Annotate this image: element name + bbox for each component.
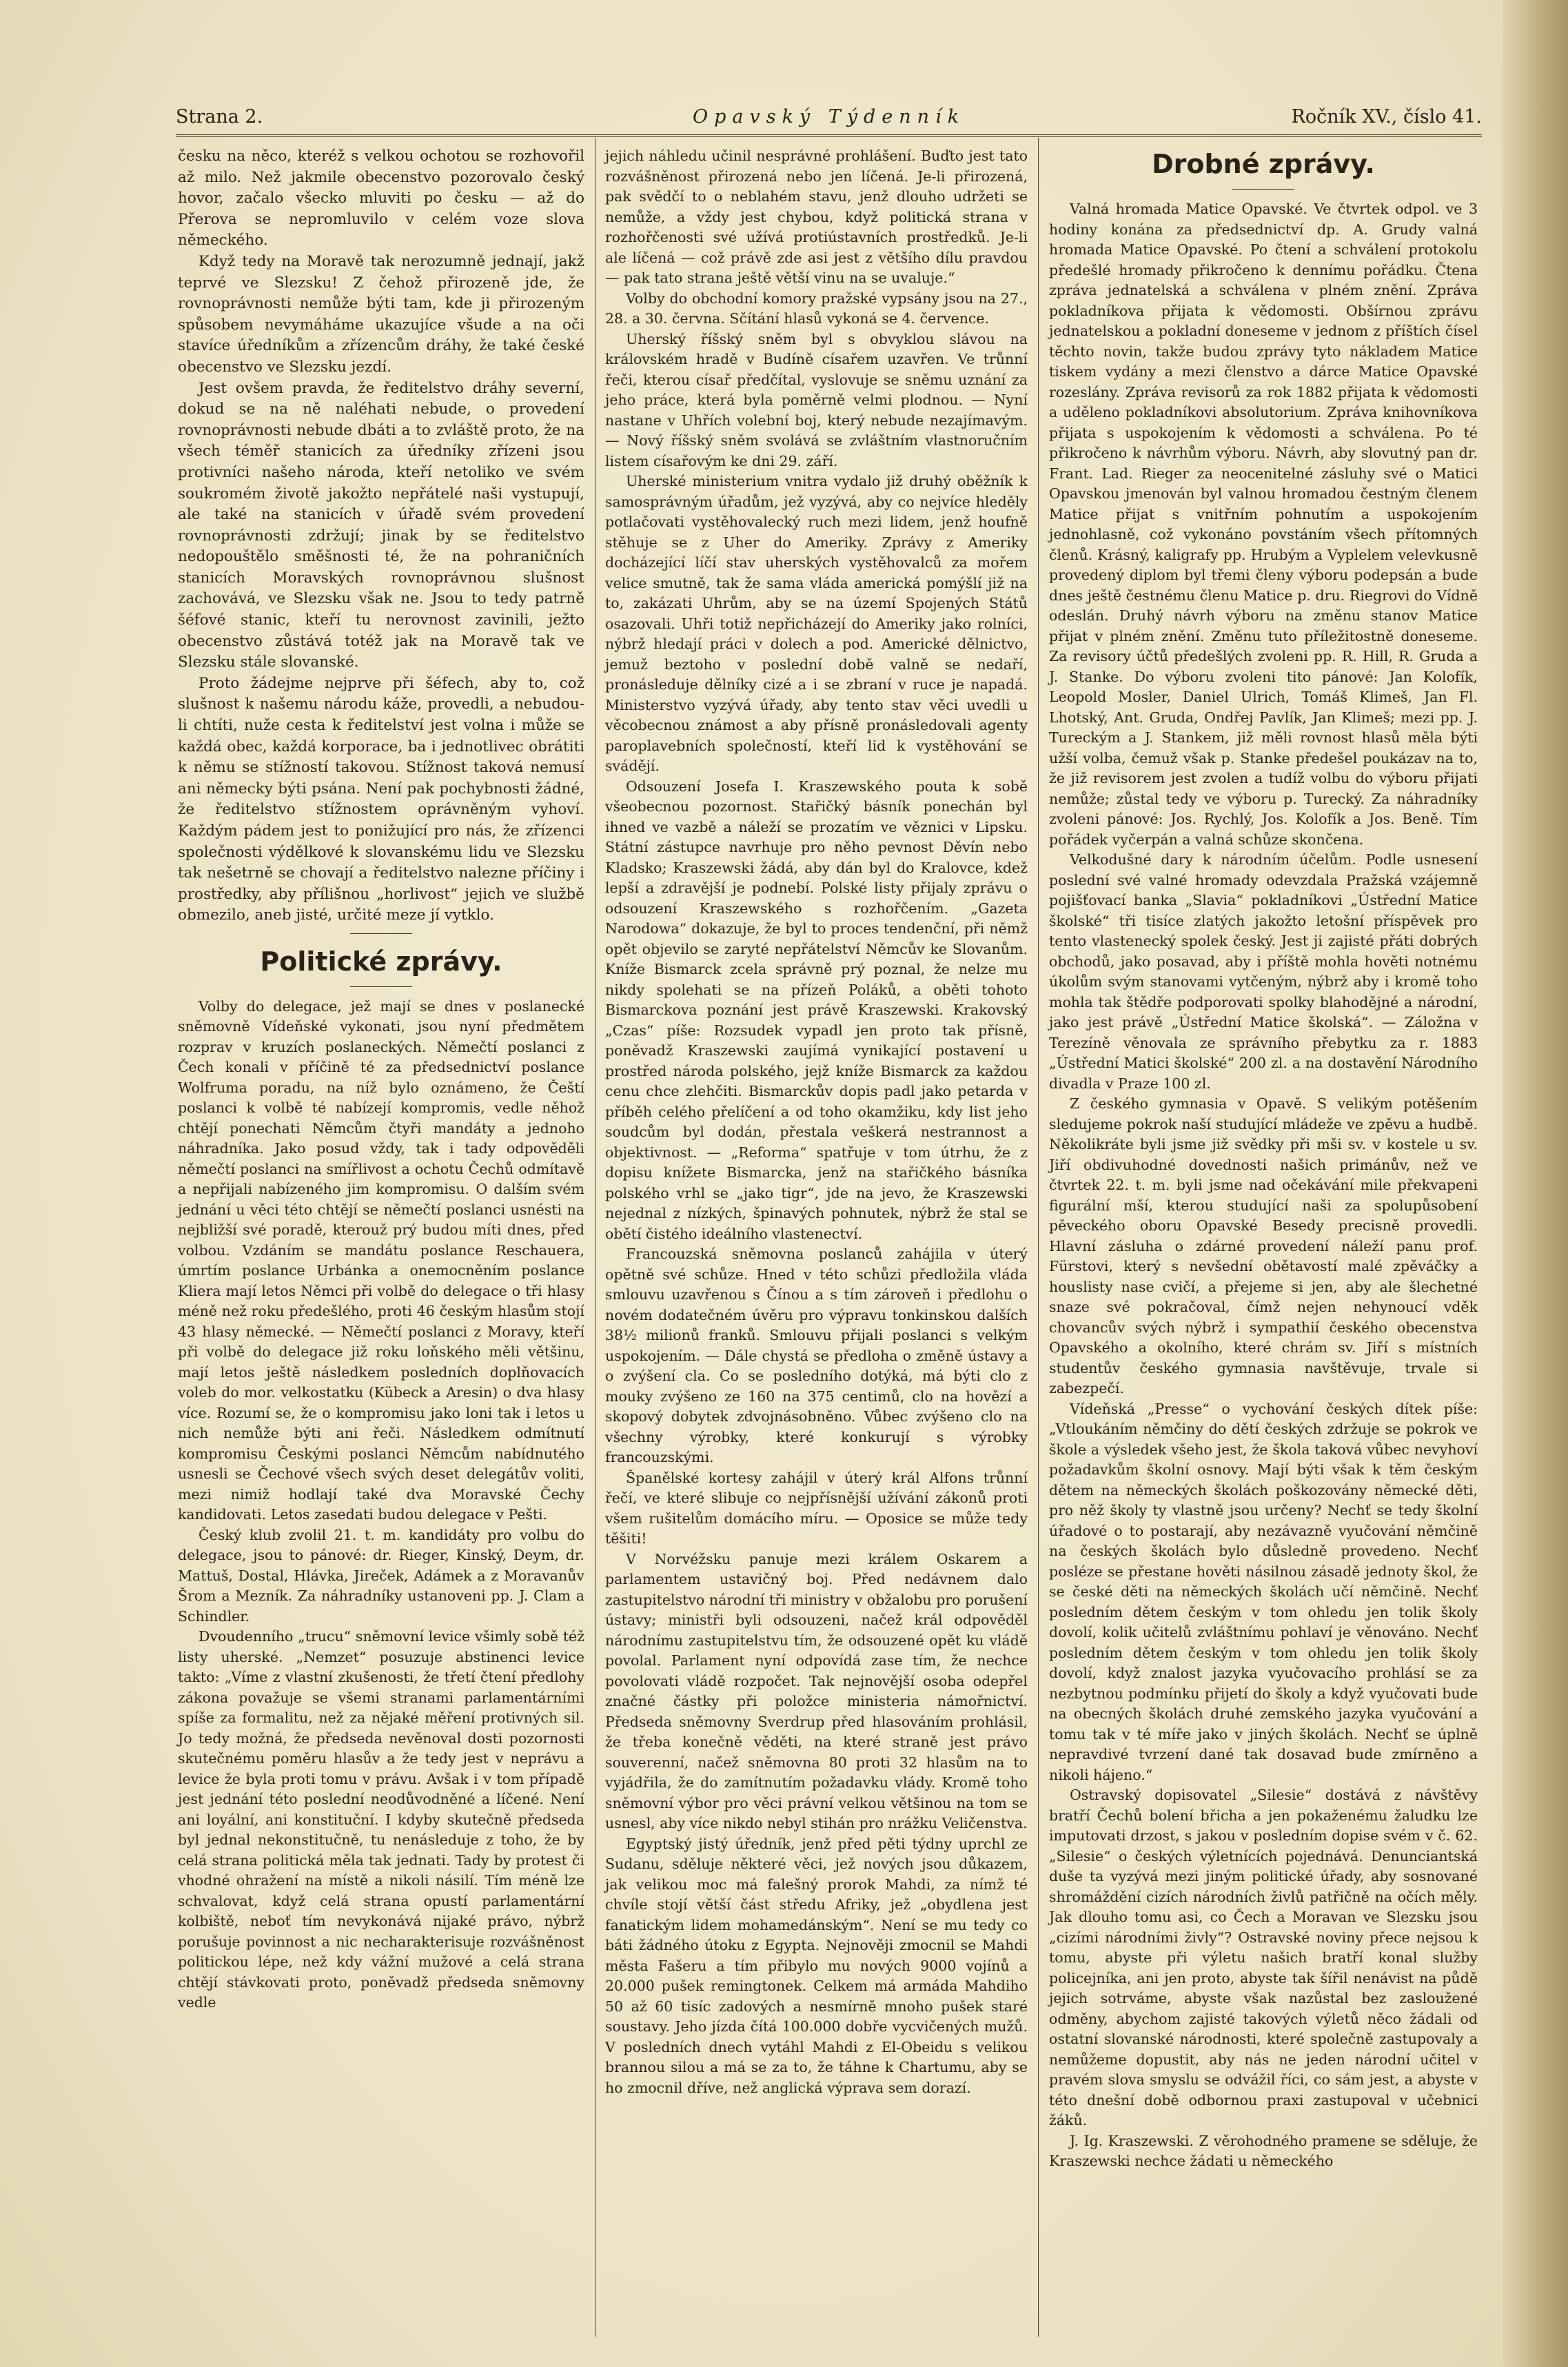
col1-news-paragraph: Dvoudenního „trucu“ sněmovní levice všimly sobě též listy uherské. „Nemzet“ posuzuje abstinenci levice takto: „Víme z vlastní zkušenosti, že třetí čtení předlohy zákona považuje se všemi stranami parlamentárními spíše za formalitu, než za nějaké měření protivných sil. Jo tedy možná, že předseda nevěnoval dosti pozornosti skutečnému poměru hlasův a že tedy jest v neprávu a levice že byla proti tomu v právu. Avšak i v tom případě jest jednání této poslední neodůvodněné a líčené. Není ani loyální, ani konstituční. I kdyby skutečně předseda byl jednal nekonstitučně, tu nenásleduje z toho, že by celá strana politická měla tak jednati. Tady by protest či vhodné ohražení na místě a nikoli násilí. Tím méně lze schvalovat, když celá strana opustí parlamentární kolbiště, neboť tím nevykonává nijaké právo, nýbrž porušuje povinnost a nic necharakterisuje rozvášněnost politickou lépe, než kdy vážní mužové a celá strana chtějí stávkovati proto, poněvadž předseda sněmovny vedle xyxy=(178,1628,584,2011)
section-title-drobne: Drobné zprávy. xyxy=(1152,149,1375,179)
col2-paragraph: Uherské ministerium vnitra vydalo již druhý oběžník k samosprávným úřadům, jež vyzývá, aby co nejvíce hleděly potlačovati vystěhovalecký ruch mezi lidem, jenž houfně stěhuje se z Uher do Ameriky. Zprávy z Ameriky docházející líčí stav uherských vystěhovalců za mořem velice smutně, tak že sama vláda americká pomýšlí již na to, zakázati Uhrům, aby se na území Spojených Států osazovali. Uhři totiž nepřicházejí do Ameriky jako rolníci, nýbrž hledají práci v dolech a pod. Americké dělnictvo, jemuž beztoho v poslední době valně se nedaří, pronásleduje dělníky cizé a i se zbraní v ruce je napadá. Ministerstvo vyzývá úřady, aby tento stav věci uvedli u věcobecnou známost a aby přísně pronásledovali agenty paroplavebních společností, kteří lid k vystěhování se svádějí. xyxy=(605,473,1028,774)
col2-paragraph: Španělské kortesy zahájil v úterý král Alfons trůnní řečí, ve které slibuje co nejpřísnější užívání zákonů proti všem rušitelům domácího míru. — Oposice se může tedy těšiti! xyxy=(605,1469,1028,1547)
column-1 xyxy=(178,146,584,2013)
col1-news-paragraph: Volby do delegace, jež mají se dnes v poslanecké sněmovně Vídeňské vykonati, jsou nyní předmětem rozprav v kruzích poslaneckých. Němečtí poslanci z Čech konali v příčině té za předsednictví poslance Wolfruma poradu, na níž bylo oznámeno, že Čeští poslanci k volbě té nabízejí kompromis, vedle něhož chtějí ponechati Němcům čtyři mandáty a jednoho náhradníka. Jako posud vždy, tak i tady odpověděli němečtí poslanci na smířlivost a ochotu Čechů odmítavě a nepřijali nabízeného jim kompromisu. O dalším svém jednání u věci této chtějí se němečtí poslanci usnésti na nejbližší své poradě, kterouž prý budou míti dnes, před volbou. Vzdáním se mandátu poslance Reschauera, úmrtím poslance Urbánka a onemocněním poslance Kliera mají letos Němci při volbě do delegace o tři hlasy méně než roku předešlého, proti 46 českým hlasům stojí 43 hlasy německé. — Němečtí poslanci z Moravy, kteří při volbě do delegace již roku loňského měli většinu, mají letos ještě následkem posledních doplňovacích voleb do mor. velkostatku (Kübeck a Aresin) o dva hlasy více. Rozumí se, že o kompromisu jako loni tak i letos u nich nemůže býti ani řeči. Následkem odmítnutí kompromisu Českými poslanci Němcům nabídnutého usnesli se Čechové všech svých deset delegátův voliti, mezi nimiž hodlají také dva Moravské Čechy kandidovati. Letos zasedati budou delegace v Pešti. xyxy=(178,997,584,1523)
col3-paragraph: Velkodušné dary k národním účelům. Podle usnesení poslední své valné hromady odevzdala Pražská vzájemně pojišťovací banka „Slavia“ pokladníkovi „Ústřední Matice školské“ tři tisíce zlatých jakožto letošní příspěvek pro tento vlastenecký spolek český. Jest ji zajisté přáti dobrých obchodů, jako posavad, aby i příště mohla hověti notnému úkolům svým stanovami vytčeným, nýbrž aby i kromě toho mohla tak štědře podporovati spolky blahodějné a národní, jako jest právě „Ústřední Matice školská“. — Záložna v Terezíně věnovala ze správního přebytku za r. 1883 „Ústřední Matici školské“ 200 zl. a na dostavění Národního divadla v Praze 100 zl. xyxy=(1049,851,1478,1092)
col2-paragraph: Francouzská sněmovna poslanců zahájila v úterý opětně své schůze. Hned v této schůzi předložila vláda smlouvu uzavřenou s Čínou a s tím zároveň i předlohu o novém dodatečném úvěru pro výpravu tonkinskou dalších 38½ milionů franků. Smlouvu přijali poslanci s velkým uspokojením. — Dále chystá se předloha o změně ústavy a o zvýšení cla. Co se posledního dotýká, má býti clo z mouky zvýšeno ze 160 na 375 centimů, clo na hovězí a skopový dobytek zdvojnásobněno. Vůbec zvýšeno clo na všechny výrobky, které konkurují s výrobky francouzskými. xyxy=(605,1246,1028,1465)
col3-paragraph: Vídeňská „Presse“ o vychování českých dítek píše: „Vtloukáním němčiny do dětí českých zdržuje se pokrok ve škole a výsledek všeho jest, že škola taková vůbec nevyhoví požadavkům školní osnovy. Mají býti však k těm českým dětem na německých školách poškozovány německé děti, pro něž školy ty vlastně jsou určeny? Nechť se tedy školní úřadové o to postarají, aby nezávazně vyučování němčině na českých školách bylo důsledně provedeno. Nechť posléze se přestane hověti násilnou zásadě jednoty škol, že se české děti na německých školách učí němčině. Nechť posledním dětem českým v tom ohledu jen tolik školy dovolí, kolik učitelů zvláštnímu pohlaví je věnováno. Nechť posledním dětem českým v tom ohledu jen tolik školy dovolí, když znalost jazyka vyučovacího prohlásí se za nezbytnou podmínku přijetí do školy a když vyučovati bude na obecných školách druhé zemského jazyka vyučování a tomu tak v té míře jako v jiných školách. Nechť se úplně nepravdivé tvrzení dané tak dosavad bude zmírněno a nikoli hájeno.“ xyxy=(1049,1400,1478,1783)
col1-paragraph: Když tedy na Moravě tak nerozumně jednají, jakž teprvé ve Slezsku! Z čehož přirozeně jde, že rovnoprávnosti nemůže býti tam, kde ji přirozeným spůsobem nevymáháme ukazujíce všude a na oči stavíce úředníkům a zřízencům dráhy, že také české obecenstvo ve Slezsku jezdí. xyxy=(178,252,584,376)
col3-paragraph: Valná hromada Matice Opavské. Ve čtvrtek odpol. ve 3 hodiny konána za předsednictví dp. A. Grudy valná hromada Matice Opavské. Po čtení a schválení protokolu předešlé hromady přikročeno k dennímu pořádku. Čtena zpráva jednatelská a schválena v plném znění. Zpráva pokladníkova přijata k vědomosti. Obšírnou zprávu jednatelskou a pokladní doneseme v jednom z příštích čísel těchto novin, takže budou zprávy tyto nákladem Matice tiskem vydány a mezi členstvo a dárce Matice Opavské rozeslány. Zpráva revisorů za rok 1882 přijata k vědomosti a uděleno pokladníkovi absolutorium. Zpráva knihovníkova přijata s uspokojením k vědomosti a schválena. Po té přikročeno k návrhům výboru. Návrh, aby slovutný pan dr. Frant. Lad. Rieger za neocenitelné zásluhy své o Matici Opavskou jmenován byl valnou hromadou čestným členem Matice přijat s vnitřním pohnutím a uspokojením jednohlasně, což vykonáno povstáním všech přítomných členů. Krásný, kaligrafy pp. Hrubým a Vyplelem velevkusně provedený diplom byl třemi členy výboru podepsán a bude dnes ještě čestnému členu Matice p. dru. Riegrovi do Vídně odeslán. Druhý návrh výboru na změnu stanov Matice přijat v plném znění. Změnu tuto příležitostně doneseme. Za revisory účtů předešlých zvoleni pp. R. Hill, R. Gruda a J. Stanke. Do výboru zvoleni tito pánové: Jan Kolofík, Leopold Mosler, Daniel Ulrich, Tomáš Klimeš, Jan Fl. Lhotský, Ant. Gruda, Ondřej Pavlík, Jan Klimeš; mezi pp. J. Tureckým a J. Stankem, již měli rovnost hlasů měla býti užší volba, čemuž však p. Stanke předešel poukázav na to, že již revisorem jest zvolen a tudíž volbu do výboru přijati nemůže; zůstal tedy ve výboru p. Turecký. Za náhradníky zvoleni pánové: Jos. Rychlý, Jos. Kolofík a Jos. Beně. Tím pořádek vyčerpán a valná schůze skončena. xyxy=(1049,201,1478,848)
col2-paragraph: V Norvéžsku panuje mezi králem Oskarem a parlamentem ustavičný boj. Před nedávnem dalo zastupitelstvo národní tři ministry v obžalobu pro porušení ústavy; ministři byli odsouzeni, načež král odpověděl národnímu zastupitelstvu tím, že odsouzené opět ku vládě povolal. Parlament nyní odpovídá zase tím, že nechce povolovati vládě rozpočet. Tak nejnovější osoba odepřel značné částky při položce ministeria námořnictví. Předseda sněmovny Sverdrup před hlasováním prohlásil, že třeba konečně věděti, na které straně jest právo souverenní, načež sněmovna 80 proti 32 hlasům na to vyjádřila, že do zamítnutím požadavku vlády. Kromě toho sněmovní výbor pro věci právní velkou většinou na tom se usnesl, aby více nikdo nebyl stihán pro nrážku Veličenstva. xyxy=(605,1550,1028,1831)
page-number: Strana 2. xyxy=(176,106,263,128)
col3-paragraph: J. Ig. Kraszewski. Z věrohodného pramene se sděluje, že Kraszewski nechce žádati u německého xyxy=(1049,2132,1478,2169)
col1-paragraph: česku na něco, kteréž s velkou ochotou se rozhovořil až milo. Než jakmile obecenstvo pozorovalo český hovor, začalo všecko mluviti po česku — až do Přerova se nepromluvilo v celém voze slova německého. xyxy=(178,148,584,250)
header-rule xyxy=(176,134,1482,137)
col1-news-paragraph: Český klub zvolil 21. t. m. kandidáty pro volbu do delegace, jsou to pánové: dr. Rieger, Kinský, Deym, dr. Mattuš, Dostal, Hlávka, Jireček, Adámek a z Moravanův Šrom a Mezník. Za náhradníky ustanoveni pp. J. Clam a Schindler. xyxy=(178,1526,584,1625)
page-header xyxy=(176,103,1482,131)
col3-paragraph: Ostravský dopisovatel „Silesie“ dostává z návštěvy bratří Čechů bolení břicha a jen pokaženému žaludku lze imputovati drzost, s jakou v posledním dopise svém v č. 62. „Silesie“ o českých výletnících pojednává. Denunciantská duše ta vyzývá mezi jiným politické úřady, aby sosnované shromáždění cizích národních živlů patřičně na očích měly. Jak dlouho tomu asi, co Čech a Moravan ve Slezsku jsou „cizími národními živly“? Ostravské noviny přece nejsou k tomu, abyste při výletu našich bratří konal služby policejníka, ani jen proto, abyste tak šířil nenávist na půdě jejich sotrváme, abyste však nazůstal bez zasloužené odměny, abychom zajisté takových výletů něco žádali od ostatní slovanské národnosti, které společně zastupovaly a nemůžeme dopustit, aby nás ne jeden národní učitel v pravém slova smyslu se odvážil říci, co sám jest, a abyste v této dnešní době odbornou praxi zastupoval v učebnici žáků. xyxy=(1049,1787,1478,2129)
issue-info: Ročník XV., číslo 41. xyxy=(1291,106,1482,128)
col2-paragraph: Egyptský jistý úředník, jenž před pěti týdny uprchl ze Sudanu, sděluje některé věci, jež nových jsou důkazem, jak velikou moc má falešný prorok Mahdi, za nímž té chvíle stojí větší část středu Afriky, jež „obydlena jest fanatickým lidem mohamedánským“. Není se mu tedy co báti žádného útoku z Egypta. Nejnověji zmocnil se Mahdi města Fašeru a tím přibylo mu nových 9000 vojínů a 20.000 pušek remingtonek. Celkem má armáda Mahdiho 50 až 60 tisíc zadových a nesmírně mnoho pušek staré soustavy. Jeho jízda čítá 100.000 dobře vycvičených mužů. V posledních dnech vytáhl Mahdi z El-Obeidu s velikou brannou silou a má se za to, že táhne k Chartumu, aby se ho zmocnil dříve, než anglická výprava sem dorazí. xyxy=(605,1835,1028,2096)
column-divider-2 xyxy=(1038,138,1039,2337)
section-separator xyxy=(350,986,412,987)
column-2 xyxy=(605,146,1028,2098)
col2-paragraph: Odsouzení Josefa I. Kraszewského pouta k sobě všeobecnou pozornost. Stařičký básník ponechán byl ihned ve vazbě a náleží se prozatím ve věznici v Lipsku. Státní zástupce navrhuje pro něho pevnost Děvín nebo Kladsko; Kraszewski žádá, aby dán byl do Kralovce, kdež lepší a zdravější je podnebí. Polské listy přijaly zprávu o odsouzení Kraszewského s rozhořčením. „Gazeta Narodowa“ dokazuje, že byl to proces tendenční, při němž opět objevilo se zaryté nepřátelství Němcův ke Slovanům. Kníže Bismarck zcela správně prý poznal, že nelze mu nikdy spolehati se na přízeň Poláků, a oběti tohoto Bismarckova poznání jest právě Kraszewski. Krakovský „Czas“ píše: Rozsudek vypadl jen proto tak přísně, poněvadž Kraszewski zaujímá vynikající postavení u prostřed národa polského, jejž kníže Bismarck za každou cenu chce zlehčiti. Bismarckův dopis padl jako petarda v příběh celého přelíčení a od toho okamžiku, kdy list jeho soudcům byl dodán, přestala veškerá nestrannost a objektivnost. — „Reforma“ spatřuje v tom útrhu, že z dopisu knížete Bismarcka, jenž na stařičkého básníka polského vrhl se „jako tigr“, jde na jevo, že Kraszewski nejednal z nízkých, špinavých pohnutek, nýbrž že stal se obětí čistého ideálního vlastenectví. xyxy=(605,778,1028,1242)
page-binding-edge xyxy=(1503,0,1568,2367)
newspaper-title: Opavský Týdenník xyxy=(692,106,966,128)
section-separator xyxy=(1232,189,1294,190)
col2-paragraph: Uherský říšský sněm byl s obvyklou slávou na královském hradě v Budíně císařem uzavřen. Ve trůnní řeči, kterou císař předčítal, vyslovuje se sněmu uznání za jeho práce, která byla poměrně velmi plodnou. — Nyní nastane v Uhřích volební boj, který nebude nezajímavým. — Nový říšský sněm svolává se zvláštním vlastnoručním listem císařovým ke dni 29. září. xyxy=(605,330,1028,469)
section-separator xyxy=(350,933,412,934)
section-title-politicke: Politické zprávy. xyxy=(260,946,502,977)
col2-paragraph: Volby do obchodní komory pražské vypsány jsou na 27., 28. a 30. června. Sčítání hlasů vykoná se 4. července. xyxy=(605,289,1028,327)
col1-paragraph: Proto žádejme nejprve při šéfech, aby to, což slušnost k našemu národu káže, provedli, a nebudou-li chtíti, nuže cesta k ředitelství jest volna i může se každá obec, každá korporace, ba i jednotlivec obrátiti k němu se stížností takovou. Stížnost taková nemusí ani německy býti psána. Není pak pochybnosti žádné, že ředitelstvo stížnostem oprávněným vyhoví. Každým pádem jest to ponižující pro nás, že zřízenci společnosti výdělkové k slovanskému lidu ve Slezsku tak nešetrně se chovají a ředitelstvo nalezne příčiny i prostředky, aby přílišnou „horlivost“ jejich ve službě obmezilo, aneb jisté, určité meze jí vytklo. xyxy=(178,674,584,924)
col1-paragraph: Jest ovšem pravda, že ředitelstvo dráhy severní, dokud se na ně naléhati nebude, o provedení rovnoprávnosti nebude dbáti a to zvláště proto, že na všech téměř stanicích za úředníky zřízeni jsou protivníci našeho národa, kteří netoliko ve svém soukromém životě jakožto nepřátelé naši vystupují, ale také na stanicích v úřadě svém provedení rovnoprávnosti zdržují; jinak by se ředitelstvo nedopouštělo směšnosti té, že na pohraničních stanicích Moravských rovnoprávnou slušnost zachovává, ve Slezsku však ne. Jsou to tedy patrně šéfové stanic, kteří tu nerovnost zavinili, ježto obecenstvo zůstává totéž jak na Moravě tak ve Slezsku stále slovanské. xyxy=(178,379,584,671)
col3-paragraph: Z českého gymnasia v Opavě. S velikým potěšením sledujeme pokrok naší studující mládeže ve zpěvu a hudbě. Několikráte byli jsme již svědky při mši sv. v kostele u sv. Jiří obdivuhodné dovednosti našich primánův, než ve čtvrtek 22. t. m. byli jsme nad očekávání mile překvapeni figurální mší, kterou studující naši za spolupůsobení pěveckého oboru Opavské Besedy precisně provedli. Hlavní zásluha o zdárné provedení náleží panu prof. Fürstovi, který s nevšední obětavostí malé zpěváčky a houslisty nase cvičí, a přejeme si jen, aby ale šlechetné snaze své pokračoval, čímž nejen nehynoucí vděk chovancův svých nýbrž i sympathií českého obecenstva Opavského a okolního, které chrám sv. Jiří s místních studentův českého gymnasia navštěvuje, trvale si zabezpečí. xyxy=(1049,1095,1478,1396)
column-3 xyxy=(1049,146,1478,2172)
col2-paragraph: jejich náhledu učinil nesprávné prohlášení. Buďto jest tato rozvášněnost přirozená nebo jen líčená. Je-li přirozená, pak svědčí to o neblahém stavu, jenž dlouho udržeti se nemůže, a vždy jest chybou, když politická strana v rozhořčenosti své užívá protiústavních prostředků. Je-li ale líčená — což právě zde asi jest z většího dílu pravdou — pak tato strana ještě větší vinu na se uvaluje.“ xyxy=(605,148,1028,286)
